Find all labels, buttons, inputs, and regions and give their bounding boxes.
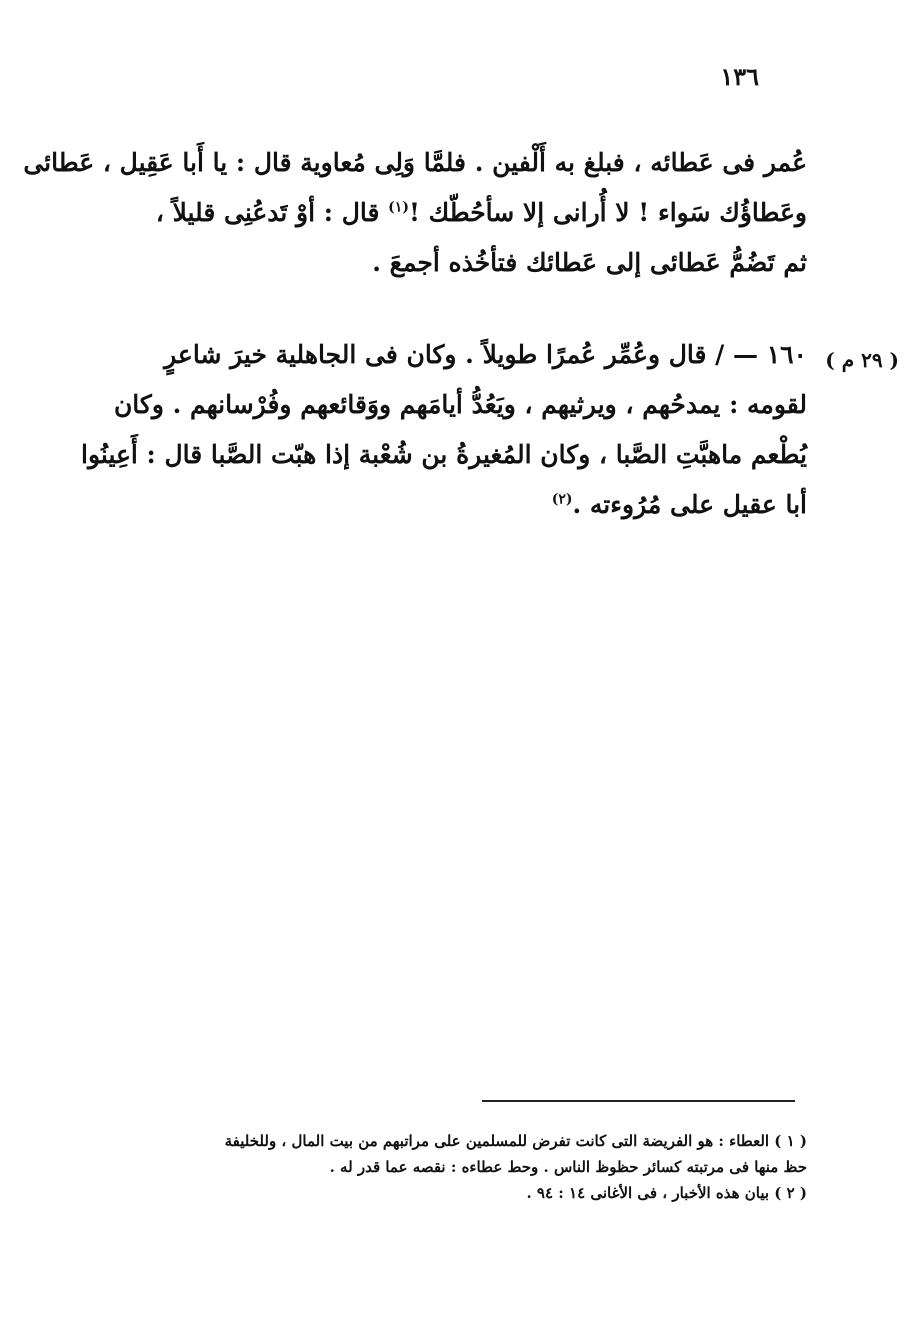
paragraph-1-line-2-text: وعَطاؤُك سَواء ! لا أُرانى إلا سأحُطّك ! <box>408 198 807 227</box>
paragraph-2-line-2: لقومه : يمدحُهم ، ويرثيهم ، ويَعُدُّ أيامَهم ووَقائعهم وفُرْسانهم . وكان <box>113 390 807 419</box>
paragraph-2-line-4-text: أبا عقيل على مُرُوءته . <box>572 490 807 519</box>
paragraph-2 <box>81 330 807 530</box>
footnote-reference-2: (٢) <box>551 491 573 508</box>
paragraph-1 <box>23 138 807 288</box>
paragraph-1-line-2 <box>117 188 807 238</box>
paragraph-2-line-1: ١٦٠ — / قال وعُمِّر عُمرًا طويلاً . وكان فى الجاهلية خيرَ شاعرٍ <box>164 340 807 369</box>
footnote-divider <box>482 1100 795 1102</box>
paragraph-1-line-1: عُمر فى عَطائه ، فبلغ به أَلْفين . فلمَّا وَلِى مُعاوية قال : يا أَبا عَقِيل ، عَطائى <box>23 148 807 177</box>
footnote-2-line-1: ( ٢ ) بيان هذه الأخبار ، فى الأغانى ١٤ : ٩٤ . <box>526 1184 807 1202</box>
paragraph-1-line-3: ثم تَضُمُّ عَطائى إلى عَطائك فتأخُذه أجمعَ . <box>372 248 807 277</box>
paragraph-2-line-3: يُطْعم ماهبَّتِ الصَّبا ، وكان المُغيرةُ بن شُعْبة إذا هبّت الصَّبا قال : أَعِينُوا <box>81 440 807 469</box>
paragraph-2-line-4 <box>117 480 807 530</box>
footnote-1-line-1: ( ١ ) العطاء : هو الفريضة التى كانت تفرض للمسلمين على مراتبهم من بيت المال ، وللخليفة <box>224 1132 807 1150</box>
footnote-1-line-2: حظ منها فى مرتبته كسائر حظوظ الناس . وحط عطاءه : نقصه عما قدر له . <box>329 1158 807 1176</box>
footnote-reference-1: (١) <box>388 199 409 216</box>
paragraph-1-line-2-end: قال : أوْ تَدعُنِى قليلاً ، <box>155 198 380 227</box>
footnotes <box>117 1128 807 1206</box>
margin-page-reference: ( ٢٩ م ) <box>825 348 899 372</box>
page-number: ١٣٦ <box>720 62 759 91</box>
